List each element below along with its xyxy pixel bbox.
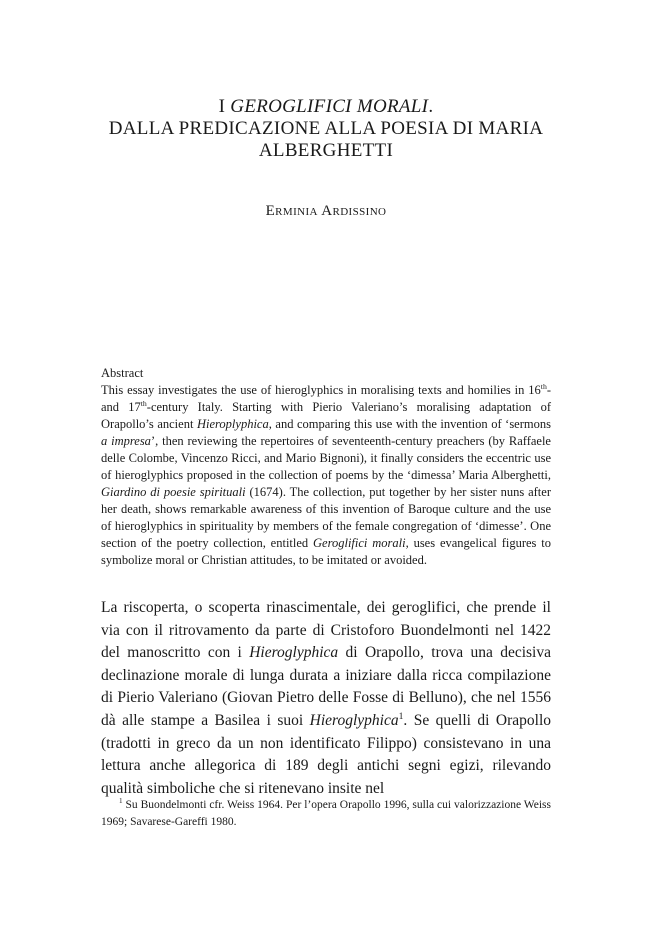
body-paragraph	[101, 597, 551, 800]
author-name: Erminia Ardissino	[265, 203, 387, 219]
title-line-1-italic: GEROGLIFICI MORALI	[230, 96, 429, 117]
footnote-reference[interactable]: 1	[398, 710, 404, 722]
abstract-italic-segment: Hieroplyphica	[196, 417, 269, 431]
body-italic-segment: Hieroglyphica	[309, 711, 399, 729]
abstract-segment: This essay investigates the use of hieroglyphics in moralising texts and homilies in 16	[101, 383, 541, 397]
footnote	[101, 797, 551, 831]
title-line-1-post: .	[428, 96, 434, 117]
title-line-2: DALLA PREDICAZIONE ALLA POESIA DI MARIA	[108, 118, 544, 139]
abstract-segment: ’, then reviewing the repertoires of seventeenth-century preachers (by Raffaele delle Colombe, Vincenzo Ricci, and Mario Bignoni), it finally considers the eccentric use of hieroglyphics proposed in the collection of poems by the ‘dimessa’ Maria Alberghetti,	[101, 434, 551, 482]
abstract-italic-segment: a impresa	[101, 434, 151, 448]
abstract-segment: , and comparing this use with the invention of ‘sermons	[268, 417, 551, 431]
body-segment: La riscoperta, o scoperta rinascimentale, dei geroglifici, che prende il via con il ritrovamento da parte di Cristoforo Buondelmonti nel 1422 del manoscritto con i	[101, 599, 551, 662]
document-page	[101, 0, 551, 925]
abstract-section	[101, 365, 551, 569]
body-segment: . Se quelli di Orapollo (tradotti in greco da un non identificato Filippo) consistevano in una lettura anche allegorica di 189 degli antichi segni egizi, rilevando qualità simboliche che si ritenevano insite nel	[101, 711, 551, 797]
footnote-text: Su Buondelmonti cfr. Weiss 1964. Per l’opera Orapollo 1996, sulla cui valorizzazione Weiss 1969; Savarese-Gareffi 1980.	[101, 799, 551, 828]
title-line-3: ALBERGHETTI	[258, 140, 394, 161]
abstract-segment: uses evangelical figures to symbolize moral or Christian attitudes, to be imitated or avoided.	[101, 536, 551, 567]
abstract-text	[101, 382, 551, 569]
title-line-1-pre: I	[218, 96, 231, 117]
abstract-segment: - and 17	[101, 383, 551, 414]
abstract-superscript: th	[540, 381, 547, 391]
abstract-heading: Abstract	[101, 366, 144, 380]
abstract-segment: -century Italy. Starting with Pierio Valeriano’s moralising adaptation of Orapollo’s ancient	[101, 400, 551, 431]
footnote-marker: 1	[119, 797, 123, 806]
abstract-segment: (1674). The collection, put together by her sister nuns after her death, shows remarkable awareness of this invention of Baroque culture and the use of hieroglyphics in spirituality by members of the female congregation of ‘dimesse’. One section of the poetry collection, entitled	[101, 485, 551, 550]
article-title	[101, 96, 551, 162]
body-italic-segment: Hieroglyphica	[249, 644, 339, 662]
body-segment: di Orapollo, trova una decisiva declinazione morale di lunga durata a iniziare dalla ricca compilazione di Pierio Valeriano (Giovan Pietro delle Fosse di Belluno), che nel 1556 dà alle stampe a Basilea i suoi	[101, 644, 551, 729]
title-line-1	[101, 96, 551, 118]
abstract-italic-segment: Geroglifici morali,	[313, 536, 409, 550]
abstract-superscript: th	[140, 398, 147, 408]
abstract-italic-segment: Giardino di poesie spirituali	[101, 485, 246, 499]
